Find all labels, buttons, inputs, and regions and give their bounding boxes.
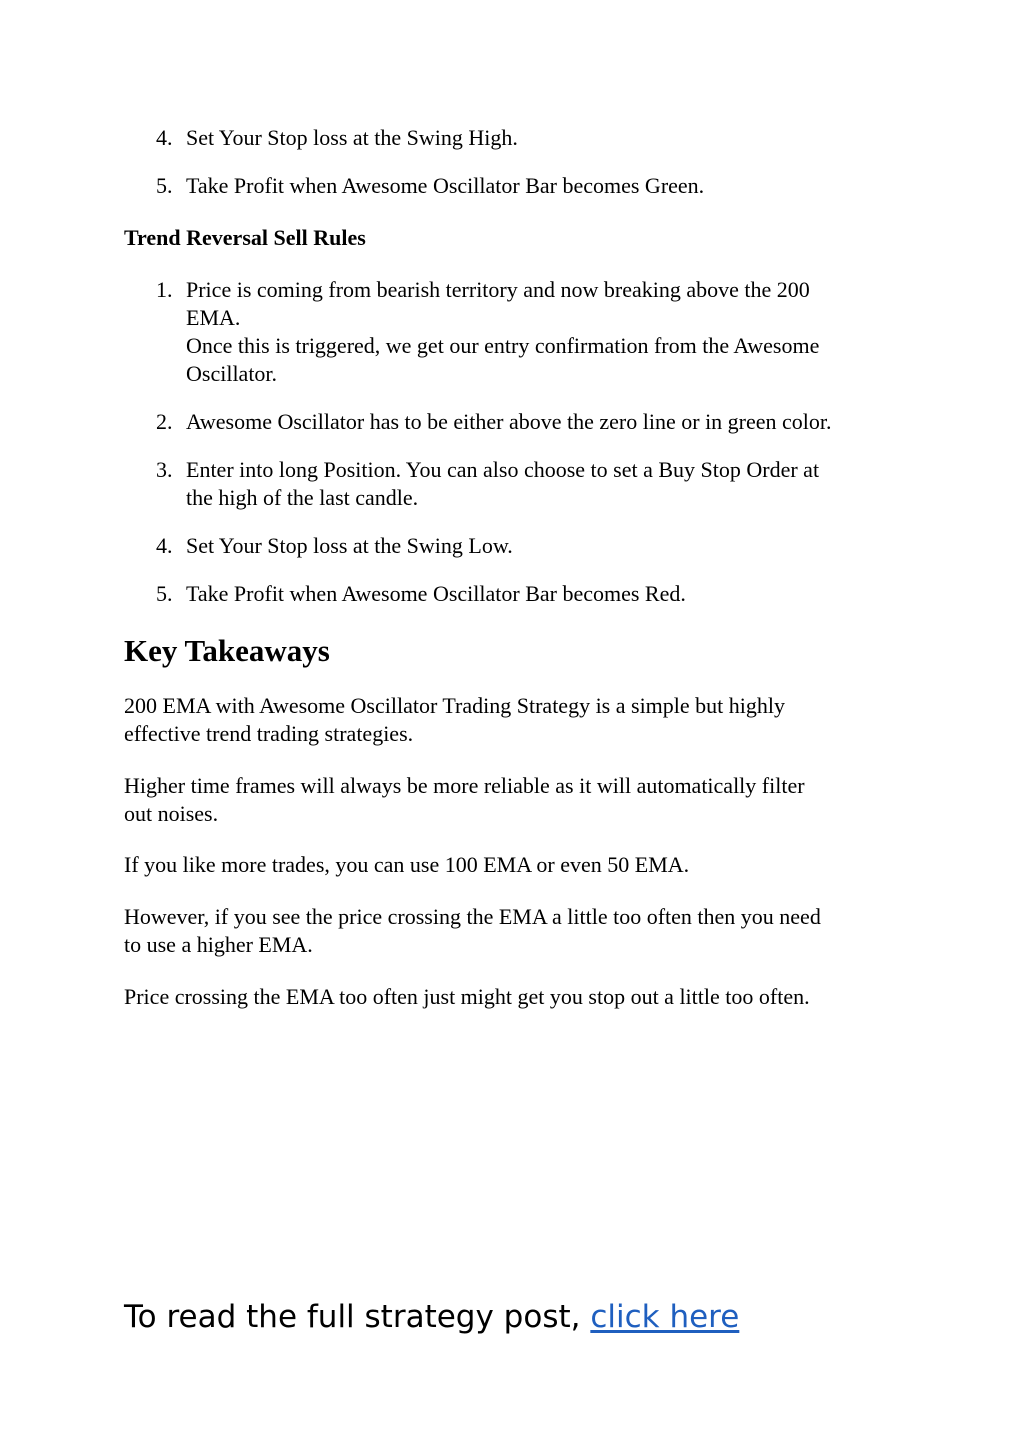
paragraph-line: If you like more trades, you can use 100 EMA or even 50 EMA. bbox=[124, 852, 690, 877]
list-item bbox=[124, 532, 904, 560]
list-item bbox=[124, 580, 904, 608]
takeaway-paragraph bbox=[124, 903, 914, 959]
list-item-number: 5. bbox=[156, 173, 173, 198]
list-item-text: Enter into long Position. You can also choose to set a Buy Stop Order at bbox=[186, 457, 820, 482]
list-item-text: Set Your Stop loss at the Swing Low. bbox=[186, 533, 513, 558]
list-item-number: 4. bbox=[156, 533, 173, 558]
paragraph-line: Higher time frames will always be more reliable as it will automatically filter bbox=[124, 773, 805, 798]
list-item-text: Price is coming from bearish territory and now breaking above the 200 bbox=[186, 277, 810, 302]
buy-rules-list-continued bbox=[124, 124, 904, 200]
list-item-number: 2. bbox=[156, 409, 173, 434]
list-item bbox=[124, 172, 904, 200]
paragraph-line: out noises. bbox=[124, 801, 219, 826]
list-item-number: 4. bbox=[156, 125, 173, 150]
list-item-number: 5. bbox=[156, 581, 173, 606]
cta-text: To read the full strategy post, bbox=[124, 1299, 591, 1335]
list-item-number: 3. bbox=[156, 457, 173, 482]
list-item-text: Take Profit when Awesome Oscillator Bar becomes Red. bbox=[186, 581, 686, 606]
list-item-text: Set Your Stop loss at the Swing High. bbox=[186, 125, 518, 150]
read-full-post-line bbox=[124, 1296, 739, 1338]
paragraph-line: Price crossing the EMA too often just might get you stop out a little too often. bbox=[124, 984, 810, 1009]
list-item-text: Oscillator. bbox=[186, 361, 278, 386]
key-takeaways-heading: Key Takeaways bbox=[124, 633, 330, 668]
takeaway-paragraph bbox=[124, 772, 914, 828]
list-item bbox=[124, 124, 904, 152]
list-item bbox=[124, 408, 904, 436]
list-item-text: EMA. bbox=[186, 305, 241, 330]
list-item bbox=[124, 456, 904, 512]
takeaway-paragraph bbox=[124, 983, 914, 1011]
sell-rules-heading: Trend Reversal Sell Rules bbox=[124, 225, 366, 250]
paragraph-line: effective trend trading strategies. bbox=[124, 721, 414, 746]
list-item-number: 1. bbox=[156, 277, 173, 302]
paragraph-line: 200 EMA with Awesome Oscillator Trading Strategy is a simple but highly bbox=[124, 693, 786, 718]
paragraph-line: However, if you see the price crossing the EMA a little too often then you need bbox=[124, 904, 821, 929]
list-item-text: Once this is triggered, we get our entry confirmation from the Awesome bbox=[186, 333, 820, 358]
takeaway-paragraph bbox=[124, 692, 914, 748]
takeaway-paragraph bbox=[124, 851, 914, 879]
click-here-link[interactable]: click here bbox=[590, 1299, 740, 1335]
list-item-text: Awesome Oscillator has to be either above the zero line or in green color. bbox=[186, 409, 832, 434]
list-item bbox=[124, 276, 904, 388]
list-item-text: the high of the last candle. bbox=[186, 485, 419, 510]
list-item-text: Take Profit when Awesome Oscillator Bar becomes Green. bbox=[186, 173, 705, 198]
paragraph-line: to use a higher EMA. bbox=[124, 932, 313, 957]
sell-rules-list bbox=[124, 276, 904, 608]
